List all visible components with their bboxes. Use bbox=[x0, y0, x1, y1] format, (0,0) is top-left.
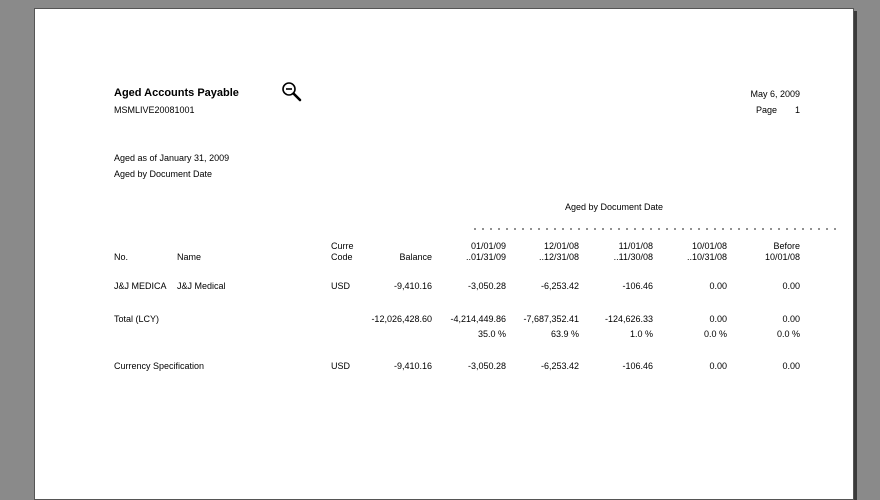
currency-spec-period3: -106.46 bbox=[622, 361, 653, 371]
col-period1-2: ..01/31/09 bbox=[465, 252, 506, 262]
col-period2-1: 12/01/08 bbox=[543, 241, 579, 251]
currency-spec-period5: 0.00 bbox=[782, 361, 800, 371]
report-title: Aged Accounts Payable bbox=[114, 87, 239, 99]
aged-by: Aged by Document Date bbox=[114, 169, 213, 179]
col-period3-2: ..11/30/08 bbox=[613, 252, 653, 262]
col-no: No. bbox=[114, 252, 129, 262]
col-period5-2: 10/01/08 bbox=[764, 252, 800, 262]
currency-spec-period4: 0.00 bbox=[709, 361, 727, 371]
page-label: Page bbox=[756, 105, 778, 115]
total-period2: -7,687,352.41 bbox=[523, 314, 579, 324]
report-date: May 6, 2009 bbox=[750, 89, 800, 99]
currency-spec-label: Currency Specification bbox=[114, 361, 205, 371]
company-name: MSMLIVE20081001 bbox=[114, 105, 195, 115]
vendor-period3: -106.46 bbox=[622, 281, 653, 291]
total-pct3: 1.0 % bbox=[629, 329, 653, 339]
total-pct5: 0.0 % bbox=[776, 329, 800, 339]
col-period1-1: 01/01/09 bbox=[470, 241, 506, 251]
col-name: Name bbox=[177, 252, 202, 262]
total-period4: 0.00 bbox=[709, 314, 727, 324]
zoom-out-icon[interactable] bbox=[281, 81, 303, 103]
vendor-currency: USD bbox=[331, 281, 351, 291]
vendor-period4: 0.00 bbox=[709, 281, 727, 291]
col-period2-2: ..12/31/08 bbox=[538, 252, 579, 262]
group-header: Aged by Document Date bbox=[565, 202, 664, 212]
col-currency-2: Code bbox=[331, 252, 353, 262]
aged-as-of: Aged as of January 31, 2009 bbox=[114, 153, 230, 163]
currency-spec-period2: -6,253.42 bbox=[540, 361, 579, 371]
vendor-no: J&J MEDICA bbox=[114, 281, 167, 291]
col-balance: Balance bbox=[399, 252, 432, 262]
col-period5-1: Before bbox=[773, 241, 800, 251]
vendor-period5: 0.00 bbox=[782, 281, 800, 291]
vendor-period1: -3,050.28 bbox=[467, 281, 506, 291]
vendor-period2: -6,253.42 bbox=[540, 281, 579, 291]
total-pct4: 0.0 % bbox=[703, 329, 727, 339]
total-balance: -12,026,428.60 bbox=[371, 314, 432, 324]
currency-spec-code: USD bbox=[331, 361, 351, 371]
total-pct2: 63.9 % bbox=[550, 329, 579, 339]
vendor-balance: -9,410.16 bbox=[393, 281, 432, 291]
dotted-separator bbox=[471, 228, 837, 230]
currency-spec-balance: -9,410.16 bbox=[393, 361, 432, 371]
total-pct1: 35.0 % bbox=[477, 329, 506, 339]
total-period3: -124,626.33 bbox=[604, 314, 653, 324]
currency-spec-period1: -3,050.28 bbox=[467, 361, 506, 371]
col-period4-1: 10/01/08 bbox=[691, 241, 727, 251]
col-currency-1: Curre bbox=[331, 241, 354, 251]
total-period1: -4,214,449.86 bbox=[450, 314, 506, 324]
vendor-name: J&J Medical bbox=[177, 281, 226, 291]
total-label: Total (LCY) bbox=[114, 314, 160, 324]
col-period3-1: 11/01/08 bbox=[618, 241, 653, 251]
col-period4-2: ..10/31/08 bbox=[686, 252, 727, 262]
report-page bbox=[34, 8, 854, 500]
page-number: 1 bbox=[794, 105, 800, 115]
total-period5: 0.00 bbox=[782, 314, 800, 324]
